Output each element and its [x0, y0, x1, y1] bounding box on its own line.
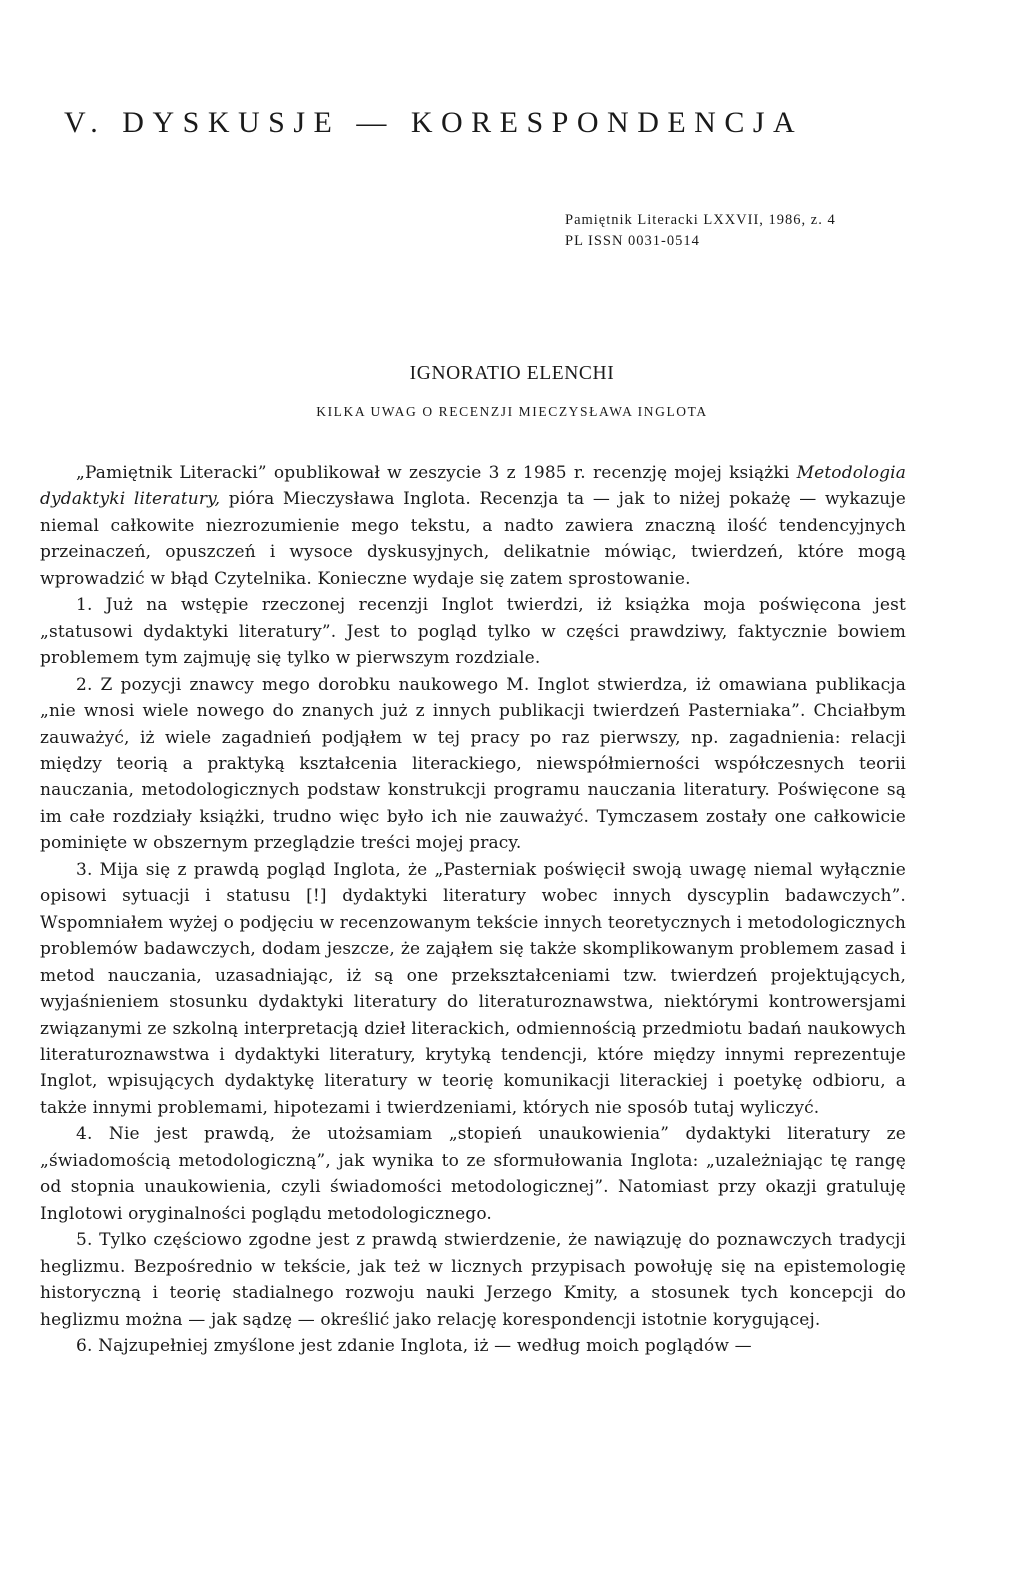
- article-body: [40, 460, 906, 1359]
- intro-text-end: pióra Mieczysława Inglota. Recenzja ta — jak to niżej pokażę — wykazuje niemal całkowite niezrozumienie mego tekstu, a nadto zawiera znaczną ilość tendencyjnych przeinaczeń, opuszczeń i wysoce dyskusyjnych, delikatnie mówiąc, twierdzeń, które mogą wprowadzić w błąd Czytelnika. Konieczne wydaje się zatem sprostowanie.: [40, 489, 906, 589]
- point-paragraph-2: 2. Z pozycji znawcy mego dorobku naukowego M. Inglot stwierdza, iż omawiana publikacja „nie wnosi wiele nowego do znanych już z innych publikacji twierdzeń Pasterniaka”. Chciałbym zauważyć, iż wiele zagadnień podjąłem w tej pracy po raz pierwszy, np. zagadnienia: relacji między teorią a praktyką kształcenia literackiego, niewspółmierności współczesnych teorii nauczania, metodologicznych podstaw konstrukcji programu nauczania literatury. Poświęcone są im całe rozdziały książki, trudno więc było ich nie zauważyć. Tymczasem zostały one całkowicie pominięte w obszernym przeglądzie treści mojej pracy.: [40, 674, 906, 854]
- section-heading: V. DYSKUSJE — KORESPONDENCJA: [64, 106, 804, 139]
- journal-issn-line: PL ISSN 0031-0514: [565, 233, 700, 249]
- point-paragraph-1: 1. Już na wstępie rzeczonej recenzji Inglot twierdzi, iż książka moja poświęcona jest „statusowi dydaktyki literatury”. Jest to pogląd tylko w części prawdziwy, faktycznie bowiem problemem tym zajmuję się tylko w pierwszym rozdziale.: [40, 595, 906, 669]
- article-title: IGNORATIO ELENCHI: [409, 363, 615, 384]
- intro-paragraph: [40, 460, 906, 592]
- point-paragraph-4: 4. Nie jest prawdą, że utożsamiam „stopień unaukowienia” dydaktyki literatury ze „świadomością metodologiczną”, jak wynika to ze sformułowania Inglota: „uzależniając tę rangę od stopnia unaukowienia, czyli świadomości metodologicznej”. Natomiast przy okazji gratuluję Inglotowi oryginalności poglądu metodologicznego.: [40, 1124, 906, 1224]
- intro-text-start: „Pamiętnik Literacki” opublikował w zeszycie 3 z 1985 r. recenzję mojej książki: [76, 463, 797, 483]
- point-paragraph-3: 3. Mija się z prawdą pogląd Inglota, że „Pasterniak poświęcił swoją uwagę niemal wyłącznie opisowi sytuacji i statusu [!] dydaktyki literatury wobec innych dyscyplin badawczych”. Wspomniałem wyżej o podjęciu w recenzowanym tekście innych teoretycznych i metodologicznych problemów badawczych, dodam jeszcze, że zająłem się także skomplikowanym problemem zasad i metod nauczania, uzasadniając, iż są one przekształceniami tzw. twierdzeń projektujących, wyjaśnieniem stosunku dydaktyki literatury do literaturoznawstwa, niektórymi kontrowersjami związanymi ze szkolną interpretacją dzieł literackich, odmiennością przedmiotu badań naukowych literaturoznawstwa i dydaktyki literatury, krytyką tendencji, które między innymi reprezentuje Inglot, wpisujących dydaktykę literatury w teorię komunikacji literackiej i poetykę odbioru, a także innymi problemami, hipotezami i twierdzeniami, których nie sposób tutaj wyliczyć.: [40, 859, 906, 1118]
- journal-volume-line: Pamiętnik Literacki LXXVII, 1986, z. 4: [565, 212, 836, 228]
- article-subtitle: KILKA UWAG O RECENZJI MIECZYSŁAWA INGLOTA: [316, 404, 708, 419]
- point-paragraph-6: 6. Najzupełniej zmyślone jest zdanie Inglota, iż — według moich poglądów —: [76, 1335, 752, 1356]
- reviewed-book-title: Metodologia dydaktyki literatury,: [40, 463, 906, 510]
- journal-citation: [565, 210, 836, 252]
- point-paragraph-5: 5. Tylko częściowo zgodne jest z prawdą stwierdzenie, że nawiązuję do poznawczych tradycji heglizmu. Bezpośrednio w tekście, jak też w licznych przypisach powołuję się na epistemologię historyczną i teorię stadialnego rozwoju nauki Jerzego Kmity, a stosunek tych koncepcji do heglizmu można — jak sądzę — określić jako relację korespondencji istotnie korygującej.: [40, 1230, 906, 1330]
